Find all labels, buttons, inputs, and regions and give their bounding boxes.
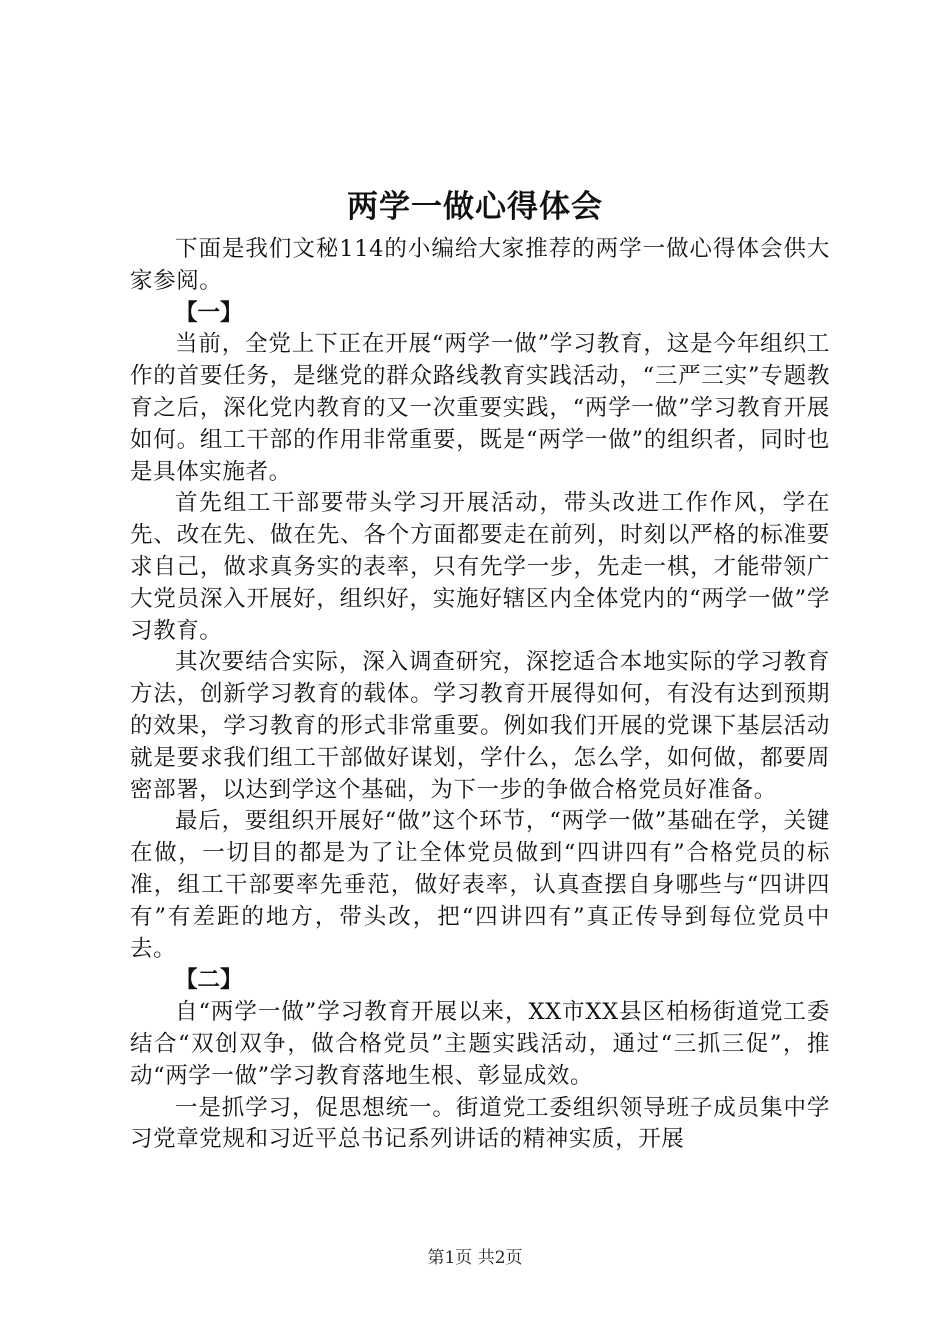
body-paragraph: 当前，全党上下正在开展“两学一做”学习教育，这是今年组织工作的首要任务，是继党的群众路线教育实践活动，“三严三实”专题教育之后，深化党内教育的又一次重要实践，“两学一做”学习教育开展如何。组工干部的作用非常重要，既是“两学一做”的组织者，同时也是具体实施者。 <box>130 331 830 485</box>
body-paragraph: 一是抓学习，促思想统一。街道党工委组织领导班子成员集中学习党章党规和习近平总书记系列讲话的精神实质，开展 <box>130 1094 830 1153</box>
page-number-footer: 第1页 共2页 <box>427 1248 523 1268</box>
body-paragraph: 其次要结合实际，深入调查研究，深挖适合本地实际的学习教育方法，创新学习教育的载体。学习教育开展得如何，有没有达到预期的效果，学习教育的形式非常重要。例如我们开展的党课下基层活动就是要求我们组工干部做好谋划，学什么，怎么学，如何做，都要周密部署，以达到学这个基础，为下一步的争做合格党员好准备。 <box>130 649 830 803</box>
section-heading-two: 【二】 <box>175 967 243 994</box>
body-paragraph: 最后，要组织开展好“做”这个环节，“两学一做”基础在学，关键在做，一切目的都是为了让全体党员做到“四讲四有”合格党员的标准，组工干部要率先垂范，做好表率，认真查摆自身哪些与“四讲四有”有差距的地方，带头改，把“四讲四有”真正传导到每位党员中去。 <box>130 808 830 962</box>
intro-paragraph: 下面是我们文秘114的小编给大家推荐的两学一做心得体会供大家参阅。 <box>130 236 830 294</box>
document-body <box>130 234 830 1156</box>
body-paragraph: 自“两学一做”学习教育开展以来，XX市XX县区柏杨街道党工委结合“双创双争，做合格党员”主题实践活动，通过“三抓三促”，推动“两学一做”学习教育落地生根、彰显成效。 <box>130 999 830 1089</box>
body-paragraph: 首先组工干部要带头学习开展活动，带头改进工作作风，学在先、改在先、做在先、各个方面都要走在前列，时刻以严格的标准要求自己，做求真务实的表率，只有先学一步，先走一棋，才能带领广大党员深入开展好，组织好，实施好辖区内全体党内的“两学一做”学习教育。 <box>130 490 830 644</box>
document-title: 两学一做心得体会 <box>347 189 603 225</box>
section-heading-one: 【一】 <box>175 299 243 326</box>
